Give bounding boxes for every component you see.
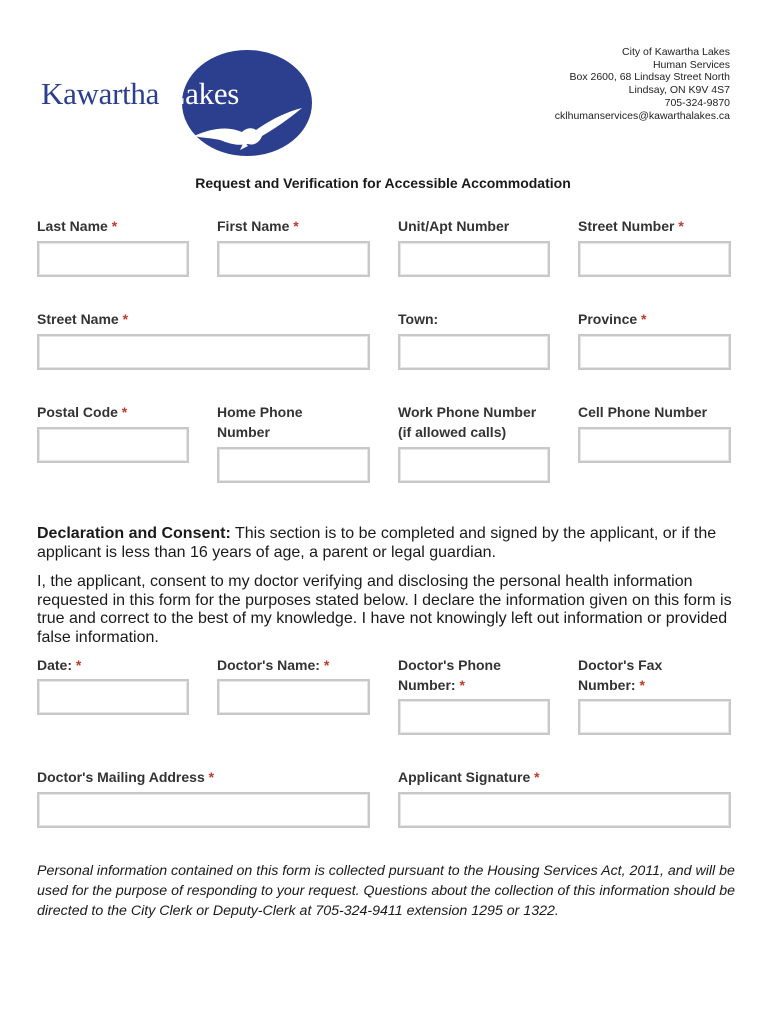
privacy-notice: Personal information contained on this form is collected pursuant to the Housing Services Act, 2011, and will be used for the purpose of responding to your request. Questions about the collection of this information should be directed to the City Clerk or Deputy-Clerk at 705-324-9411 extension 1295 or 1322. xyxy=(37,863,735,919)
address-line: 705-324-9870 xyxy=(664,96,730,109)
label-text: Street Number xyxy=(578,218,675,234)
label-line: Number xyxy=(217,424,270,440)
doctor-fax-label xyxy=(578,655,662,695)
address-line: City of Kawartha Lakes xyxy=(622,46,730,58)
required-marker: * xyxy=(641,311,647,327)
label-line: (if allowed calls) xyxy=(398,424,507,440)
town-input[interactable] xyxy=(398,334,550,370)
work-phone-label xyxy=(398,402,536,442)
address-line: Human Services xyxy=(652,58,730,71)
label-text: Number: xyxy=(398,677,456,693)
work-phone-input[interactable] xyxy=(398,447,550,483)
label-line: Home Phone xyxy=(217,404,303,420)
logo-word-kawartha: Kawartha xyxy=(41,76,160,111)
label-line xyxy=(398,675,501,695)
address-email: cklhumanservices@kawarthalakes.ca xyxy=(554,109,730,122)
town-label: Town: xyxy=(398,311,439,327)
unit-apt-input[interactable] xyxy=(398,241,550,277)
postal-code-label xyxy=(37,402,127,422)
required-marker: * xyxy=(75,657,82,673)
form-title: Request and Verification for Accessible Accommodation xyxy=(195,175,571,191)
consent-paragraph: I, the applicant, consent to my doctor verifying and disclosing the personal health information requested in this form for the purposes stated below. I declare the information given on this form is true and correct to the best of my knowledge. I have not knowingly left out information or provided false information. xyxy=(37,573,732,646)
label-text: Doctor's Name: xyxy=(217,657,320,673)
cell-phone-input[interactable] xyxy=(578,427,731,463)
first-name-label xyxy=(217,216,299,236)
label-text: Number: xyxy=(578,677,636,693)
required-marker: * xyxy=(639,677,645,693)
required-marker: * xyxy=(121,404,128,420)
logo xyxy=(38,48,278,158)
doctor-name-label xyxy=(217,655,329,675)
label-text: Postal Code xyxy=(37,404,118,420)
street-number-label xyxy=(578,216,684,236)
province-input[interactable] xyxy=(578,334,731,370)
label-text: Street Name xyxy=(37,311,119,327)
declaration-paragraph xyxy=(37,525,737,562)
address-block xyxy=(555,46,730,122)
logo-word-lakes: Lakes xyxy=(166,76,240,111)
label-line: Work Phone Number xyxy=(398,404,537,420)
first-name-input[interactable] xyxy=(217,241,370,277)
doctor-address-label xyxy=(37,767,214,787)
address-line: Box 2600, 68 Lindsay Street North xyxy=(569,71,730,84)
eagle-icon xyxy=(190,106,306,152)
required-marker: * xyxy=(293,218,299,234)
declaration-text: This section is to be completed and signed by the applicant, or if the applicant is less than 16 years of age, a parent or legal guardian. xyxy=(37,525,717,561)
label-text: Last Name xyxy=(37,218,108,234)
required-marker: * xyxy=(111,218,118,234)
required-marker: * xyxy=(323,657,330,673)
label-text: Applicant Signature xyxy=(398,769,531,785)
label-line xyxy=(578,675,662,695)
address-line: Lindsay, ON K9V 4S7 xyxy=(628,84,730,97)
label-text: Date: xyxy=(37,657,73,673)
home-phone-label xyxy=(217,402,303,442)
doctor-address-input[interactable] xyxy=(37,792,370,828)
street-name-label xyxy=(37,309,128,329)
home-phone-input[interactable] xyxy=(217,447,370,483)
province-label xyxy=(578,309,646,329)
unit-apt-label: Unit/Apt Number xyxy=(398,218,510,234)
signature-label xyxy=(398,767,540,787)
signature-input[interactable] xyxy=(398,792,731,828)
required-marker: * xyxy=(122,311,129,327)
doctor-fax-input[interactable] xyxy=(578,699,731,735)
label-text: Doctor's Mailing Address xyxy=(37,769,205,785)
label-text: Province xyxy=(578,311,638,327)
cell-phone-label: Cell Phone Number xyxy=(578,404,708,420)
last-name-input[interactable] xyxy=(37,241,189,277)
label-line: Doctor's Phone xyxy=(398,657,501,673)
doctor-phone-label xyxy=(398,655,501,695)
declaration-heading: Declaration and Consent: xyxy=(37,525,231,542)
date-input[interactable] xyxy=(37,679,189,715)
postal-code-input[interactable] xyxy=(37,427,189,463)
label-line: Doctor's Fax xyxy=(578,657,663,673)
required-marker: * xyxy=(534,769,540,785)
required-marker: * xyxy=(459,677,465,693)
doctor-name-input[interactable] xyxy=(217,679,370,715)
street-name-input[interactable] xyxy=(37,334,370,370)
last-name-label xyxy=(37,216,117,236)
label-text: First Name xyxy=(217,218,290,234)
date-label xyxy=(37,655,81,675)
street-number-input[interactable] xyxy=(578,241,731,277)
required-marker: * xyxy=(208,769,215,785)
doctor-phone-input[interactable] xyxy=(398,699,550,735)
required-marker: * xyxy=(678,218,684,234)
